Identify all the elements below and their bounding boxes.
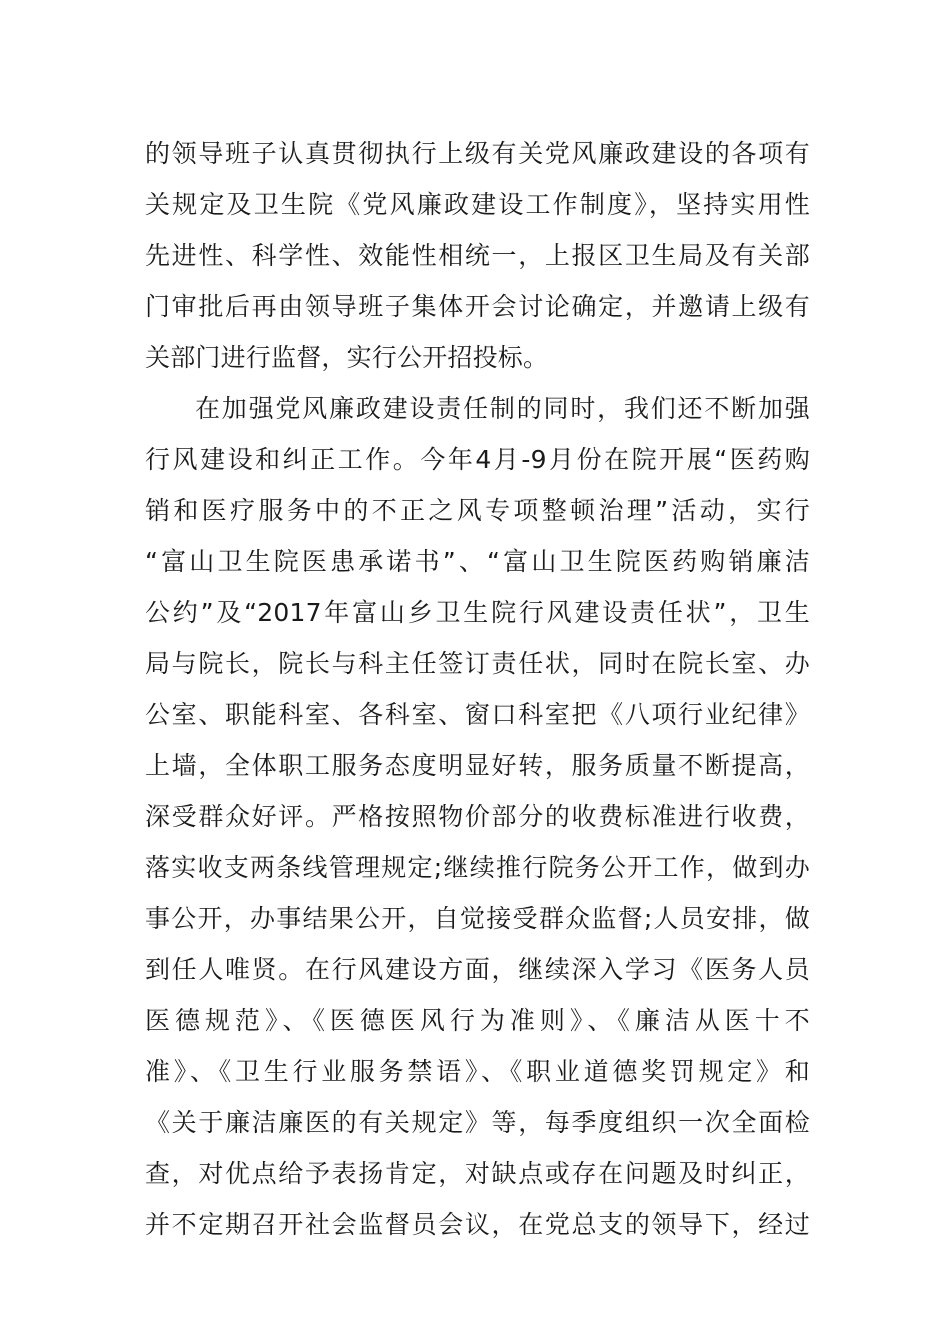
text-line: 《关于廉洁廉医的有关规定》等，每季度组织一次全面检 — [145, 1108, 810, 1137]
text-line: 公约”及“2017年富山乡卫生院行风建设责任状”，卫生 — [145, 598, 810, 627]
text-line: 关部门进行监督，实行公开招投标。 — [145, 343, 549, 372]
text-line: 在加强党风廉政建设责任制的同时，我们还不断加强 — [195, 394, 810, 423]
text-line: 深受群众好评。严格按照物价部分的收费标准进行收费， — [145, 802, 810, 831]
text-line: 公室、职能科室、各科室、窗口科室把《八项行业纪律》 — [145, 700, 810, 729]
text-line: 落实收支两条线管理规定;继续推行院务公开工作，做到办 — [145, 853, 810, 882]
text-line: 到任人唯贤。在行风建设方面，继续深入学习《医务人员 — [145, 955, 810, 984]
text-line: 关规定及卫生院《党风廉政建设工作制度》，坚持实用性 — [145, 190, 810, 219]
text-line: 行风建设和纠正工作。今年4月-9月份在院开展“医药购 — [145, 445, 810, 474]
text-line: 的领导班子认真贯彻执行上级有关党风廉政建设的各项有 — [145, 139, 810, 168]
text-line: 准》、《卫生行业服务禁语》、《职业道德奖罚规定》和 — [145, 1057, 810, 1086]
text-line: 事公开，办事结果公开，自觉接受群众监督;人员安排，做 — [145, 904, 810, 933]
text-line: “富山卫生院医患承诺书”、“富山卫生院医药购销廉洁 — [145, 547, 810, 576]
text-line: 先进性、科学性、效能性相统一，上报区卫生局及有关部 — [145, 241, 810, 270]
text-line: 门审批后再由领导班子集体开会讨论确定，并邀请上级有 — [145, 292, 810, 321]
body-text — [145, 128, 810, 1250]
text-line: 医德规范》、《医德医风行为准则》、《廉洁从医十不 — [145, 1006, 810, 1035]
text-line: 上墙，全体职工服务态度明显好转，服务质量不断提高， — [145, 751, 810, 780]
text-line: 销和医疗服务中的不正之风专项整顿治理”活动，实行 — [145, 496, 810, 525]
text-line: 查，对优点给予表扬肯定，对缺点或存在问题及时纠正， — [145, 1159, 810, 1188]
text-line: 并不定期召开社会监督员会议，在党总支的领导下，经过 — [145, 1210, 810, 1239]
text-line: 局与院长，院长与科主任签订责任状，同时在院长室、办 — [145, 649, 810, 678]
